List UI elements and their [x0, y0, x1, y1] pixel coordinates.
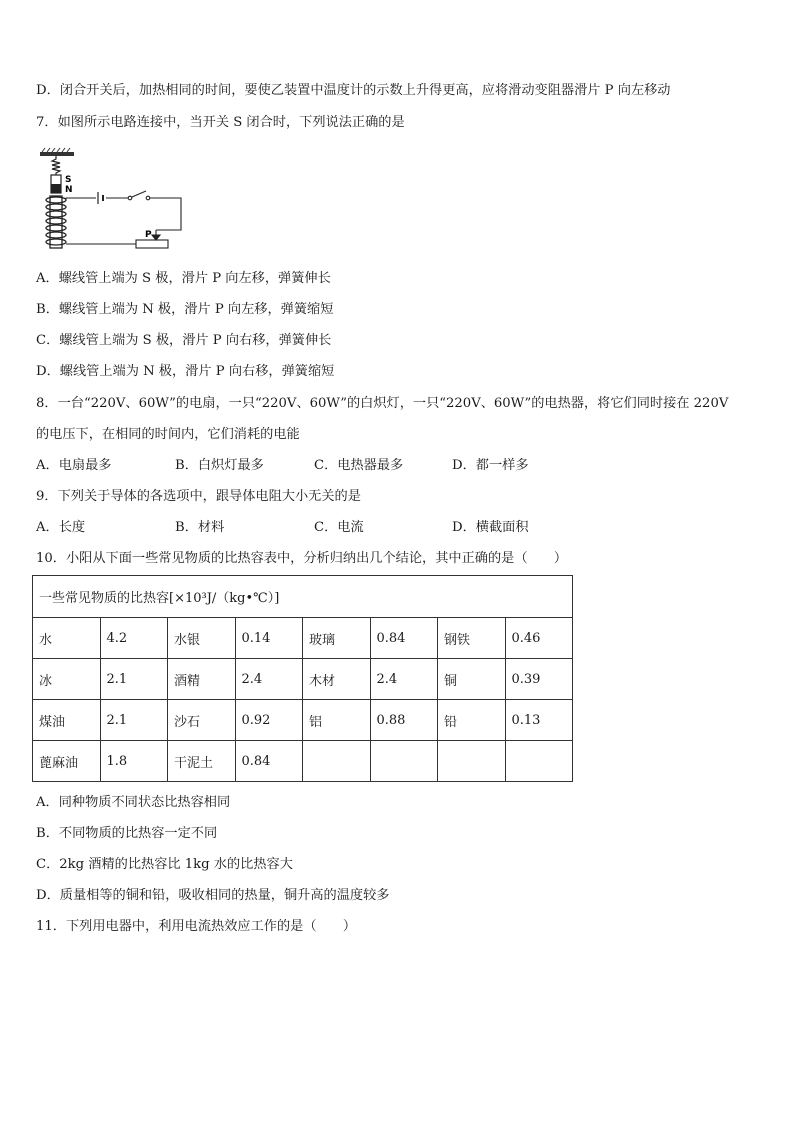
q8-option-c: C．电热器最多 — [314, 458, 404, 473]
rheostat-icon — [136, 240, 168, 248]
table-cell — [505, 741, 573, 782]
q9-option-a: A．长度 — [36, 520, 86, 535]
table-cell: 水银 — [168, 618, 236, 659]
table-cell: 铅 — [438, 700, 506, 741]
ceiling-support — [40, 148, 74, 156]
slider-p — [152, 230, 160, 240]
q7-option-b: B．螺线管上端为 N 极，滑片 P 向左移，弹簧缩短 — [36, 302, 334, 317]
table-cell: 沙石 — [168, 700, 236, 741]
table-cell: 冰 — [33, 659, 101, 700]
switch-icon — [128, 191, 150, 200]
spring-icon — [52, 156, 60, 175]
q8-option-a: A．电扇最多 — [36, 458, 112, 473]
table-cell: 铝 — [303, 700, 371, 741]
q7-option-d: D．螺线管上端为 N 极，滑片 P 向右移，弹簧缩短 — [36, 364, 335, 379]
table-cell — [438, 741, 506, 782]
battery-icon — [98, 192, 103, 204]
table-row — [33, 659, 573, 700]
table-row — [33, 618, 573, 659]
q9-option-b: B．材料 — [175, 520, 225, 535]
question-10: 10．小阳从下面一些常见物质的比热容表中，分析归纳出几个结论，其中正确的是（ ） — [36, 551, 568, 566]
q9-option-c: C．电流 — [314, 520, 364, 535]
table-cell: 木材 — [303, 659, 371, 700]
table-row — [33, 700, 573, 741]
table-cell — [370, 741, 438, 782]
table-cell: 0.39 — [505, 659, 573, 700]
table-cell: 2.4 — [235, 659, 303, 700]
table-cell: 0.14 — [235, 618, 303, 659]
table-cell: 0.92 — [235, 700, 303, 741]
specific-heat-table — [32, 575, 573, 782]
table-cell: 钢铁 — [438, 618, 506, 659]
table-title: 一些常见物质的比热容[×10³J/（kg•℃）] — [33, 576, 573, 618]
q8-option-b: B．白炽灯最多 — [175, 458, 264, 473]
table-cell: 玻璃 — [303, 618, 371, 659]
q7-option-a: A．螺线管上端为 S 极，滑片 P 向左移，弹簧伸长 — [36, 271, 331, 286]
table-row — [33, 741, 573, 782]
table-cell: 0.88 — [370, 700, 438, 741]
question-8-line-1: 8．一台“220V、60W”的电扇，一只“220V、60W”的白炽灯，一只“220V、60W”的电热器，将它们同时接在 220V — [36, 396, 729, 411]
table-cell: 0.13 — [505, 700, 573, 741]
q7-option-c: C．螺线管上端为 S 极，滑片 P 向右移，弹簧伸长 — [36, 333, 332, 348]
q6-option-d: D．闭合开关后，加热相同的时间，要使乙装置中温度计的示数上升得更高，应将滑动变阻器滑片 P 向左移动 — [36, 83, 671, 98]
table-cell: 铜 — [438, 659, 506, 700]
table-cell: 4.2 — [100, 618, 168, 659]
magnet-n-label: N — [65, 185, 73, 195]
table-cell: 酒精 — [168, 659, 236, 700]
q8-option-d: D．都一样多 — [452, 458, 529, 473]
question-9: 9．下列关于导体的各选项中，跟导体电阻大小无关的是 — [36, 489, 361, 504]
question-8-line-2: 的电压下，在相同的时间内，它们消耗的电能 — [36, 427, 300, 442]
table-cell: 0.46 — [505, 618, 573, 659]
magnet-s-label: S — [65, 175, 72, 185]
table-cell: 2.1 — [100, 659, 168, 700]
q10-option-c: C．2kg 酒精的比热容比 1kg 水的比热容大 — [36, 857, 293, 872]
table-cell: 0.84 — [370, 618, 438, 659]
table-cell: 1.8 — [100, 741, 168, 782]
slider-p-label: P — [145, 230, 152, 240]
circuit-wires — [66, 198, 181, 244]
q10-option-b: B．不同物质的比热容一定不同 — [36, 826, 218, 841]
table-cell: 0.84 — [235, 741, 303, 782]
q10-option-a: A．同种物质不同状态比热容相同 — [36, 795, 231, 810]
table-cell: 干泥土 — [168, 741, 236, 782]
table-cell: 2.1 — [100, 700, 168, 741]
q9-option-d: D．横截面积 — [452, 520, 529, 535]
q10-option-d: D．质量相等的铜和铅，吸收相同的热量，铜升高的温度较多 — [36, 888, 390, 903]
question-11: 11．下列用电器中，利用电流热效应工作的是（ ） — [36, 919, 357, 934]
table-cell: 煤油 — [33, 700, 101, 741]
table-cell: 2.4 — [370, 659, 438, 700]
solenoid-icon — [46, 196, 66, 248]
table-cell — [303, 741, 371, 782]
question-7: 7．如图所示电路连接中，当开关 S 闭合时，下列说法正确的是 — [36, 115, 405, 130]
circuit-figure — [36, 146, 196, 254]
table-cell: 水 — [33, 618, 101, 659]
table-cell: 蓖麻油 — [33, 741, 101, 782]
